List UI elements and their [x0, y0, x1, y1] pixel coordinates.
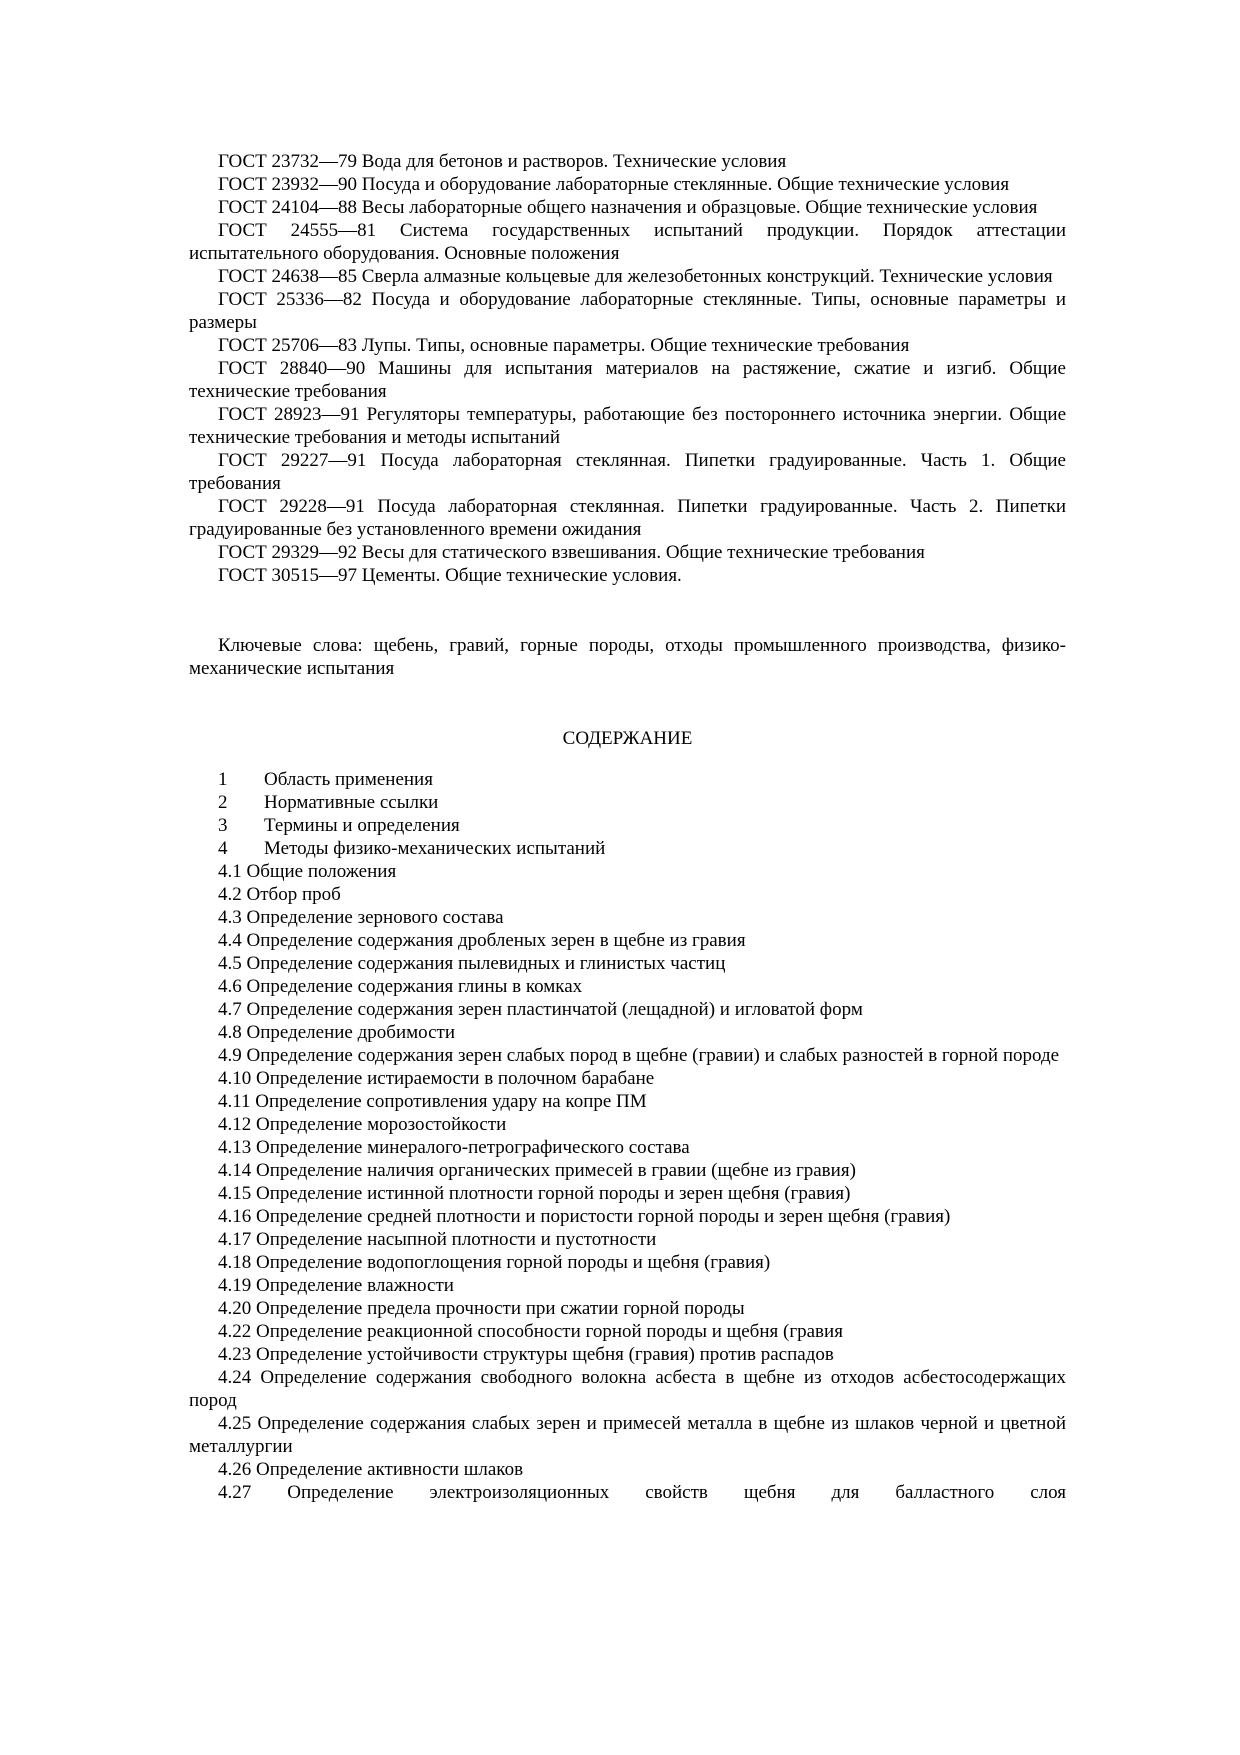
- toc-item-number: 2: [218, 792, 228, 813]
- toc-item: 4.12 Определение морозостойкости: [218, 1114, 507, 1135]
- toc-item-text: Термины и определения: [264, 815, 460, 836]
- toc-item: 4.10 Определение истираемости в полочном барабане: [218, 1068, 655, 1089]
- toc-item: 4.22 Определение реакционной способности горной породы и щебня (гравия: [218, 1321, 843, 1342]
- toc-item: 4.18 Определение водопоглощения горной породы и щебня (гравия): [218, 1252, 771, 1273]
- toc-item: 4.25 Определение содержания слабых зерен и примесей металла в щебне из шлаков черной и цветной металлургии: [189, 1413, 1066, 1457]
- toc-item: 4.17 Определение насыпной плотности и пустотности: [218, 1229, 657, 1250]
- toc-item-text: Нормативные ссылки: [264, 792, 439, 813]
- keywords-text: Ключевые слова: щебень, гравий, горные породы, отходы промышленного производства, физико-механические испытания: [189, 635, 1066, 679]
- toc-item: 4.5 Определение содержания пылевидных и глинистых частиц: [218, 953, 726, 974]
- toc-title: СОДЕРЖАНИЕ: [562, 728, 693, 749]
- normative-references-list: [189, 150, 1066, 587]
- toc-item-text: Методы физико-механических испытаний: [264, 838, 606, 859]
- toc-item: 4.13 Определение минералого-петрографического состава: [218, 1137, 690, 1158]
- toc-item: 4.6 Определение содержания глины в комках: [218, 976, 583, 997]
- reference-item: ГОСТ 24638—85 Сверла алмазные кольцевые для железобетонных конструкций. Технические условия: [218, 266, 1053, 287]
- toc-item: [189, 837, 1066, 860]
- toc-item: 4.7 Определение содержания зерен пластинчатой (лещадной) и игловатой форм: [218, 999, 863, 1020]
- toc-item: [189, 768, 1066, 791]
- toc-item: 4.20 Определение предела прочности при сжатии горной породы: [218, 1298, 745, 1319]
- reference-item: ГОСТ 23932—90 Посуда и оборудование лабораторные стеклянные. Общие технические условия: [218, 174, 1010, 195]
- keywords-section: [189, 634, 1066, 680]
- toc-item: 4.26 Определение активности шлаков: [218, 1459, 524, 1480]
- toc-item: 4.9 Определение содержания зерен слабых пород в щебне (гравии) и слабых разностей в горной породе: [218, 1045, 1060, 1066]
- reference-item: ГОСТ 25336—82 Посуда и оборудование лабораторные стеклянные. Типы, основные параметры и размеры: [189, 289, 1066, 333]
- toc-item: 4.2 Отбор проб: [218, 884, 341, 905]
- table-of-contents: [189, 727, 1066, 1504]
- reference-item: ГОСТ 25706—83 Лупы. Типы, основные параметры. Общие технические требования: [218, 335, 910, 356]
- toc-item: 4.8 Определение дробимости: [218, 1022, 456, 1043]
- toc-item: 4.16 Определение средней плотности и пористости горной породы и зерен щебня (гравия): [218, 1206, 951, 1227]
- toc-item-number: 3: [218, 815, 228, 836]
- reference-item: ГОСТ 29227—91 Посуда лабораторная стеклянная. Пипетки градуированные. Часть 1. Общие требования: [189, 450, 1066, 494]
- toc-item: 4.11 Определение сопротивления удару на копре ПМ: [218, 1091, 647, 1112]
- toc-item: 4.19 Определение влажности: [218, 1275, 454, 1296]
- toc-item: [189, 791, 1066, 814]
- reference-item: ГОСТ 30515—97 Цементы. Общие технические условия.: [218, 565, 682, 586]
- toc-item-number: 4: [218, 838, 228, 859]
- reference-item: ГОСТ 24555—81 Система государственных испытаний продукции. Порядок аттестации испытательного оборудования. Основные положения: [189, 220, 1066, 264]
- toc-item: 4.3 Определение зернового состава: [218, 907, 504, 928]
- reference-item: ГОСТ 23732—79 Вода для бетонов и растворов. Технические условия: [218, 151, 787, 172]
- reference-item: ГОСТ 28840—90 Машины для испытания материалов на растяжение, сжатие и изгиб. Общие технические требования: [189, 358, 1066, 402]
- toc-item: [189, 814, 1066, 837]
- toc-item-text: Область применения: [264, 769, 433, 790]
- toc-item: 4.15 Определение истинной плотности горной породы и зерен щебня (гравия): [218, 1183, 851, 1204]
- reference-item: ГОСТ 24104—88 Весы лабораторные общего назначения и образцовые. Общие технические условия: [218, 197, 1038, 218]
- toc-item: 4.24 Определение содержания свободного волокна асбеста в щебне из отходов асбестосодержащих пород: [189, 1367, 1066, 1411]
- reference-item: ГОСТ 29329—92 Весы для статического взвешивания. Общие технические требования: [218, 542, 925, 563]
- toc-item: 4.27 Определение электроизоляционных свойств щебня для балластного слоя: [218, 1482, 1066, 1503]
- reference-item: ГОСТ 29228—91 Посуда лабораторная стеклянная. Пипетки градуированные. Часть 2. Пипетки градуированные без установленного времени ожидания: [189, 496, 1066, 540]
- toc-item: 4.14 Определение наличия органических примесей в гравии (щебне из гравия): [218, 1160, 856, 1181]
- toc-item: 4.4 Определение содержания дробленых зерен в щебне из гравия: [218, 930, 746, 951]
- reference-item: ГОСТ 28923—91 Регуляторы температуры, работающие без постороннего источника энергии. Общие технические требования и методы испытаний: [189, 404, 1066, 448]
- toc-item: 4.23 Определение устойчивости структуры щебня (гравия) против распадов: [218, 1344, 834, 1365]
- toc-item: 4.1 Общие положения: [218, 861, 397, 882]
- toc-item-number: 1: [218, 769, 228, 790]
